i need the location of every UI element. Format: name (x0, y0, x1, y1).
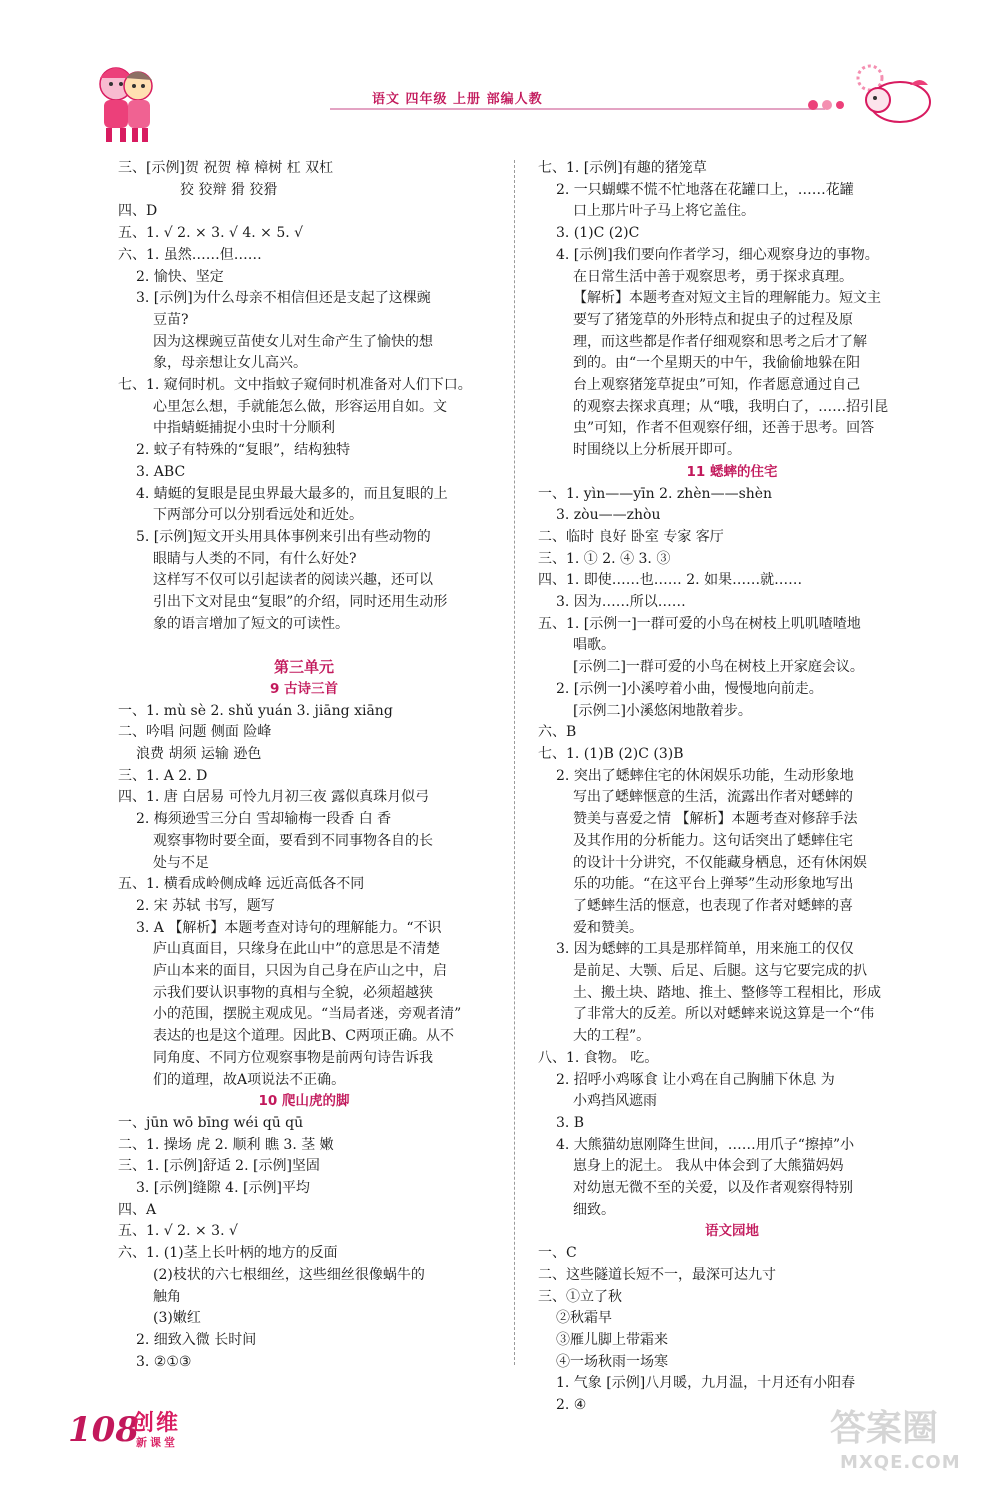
answer-line: 二、这些隧道长短不一，最深可达九寸 (538, 1266, 776, 1283)
answer-line: 3. ②①③ (136, 1353, 192, 1370)
answer-line: 五、1. [示例一]一群可爱的小鸟在树枝上叽叽喳喳地 (538, 615, 861, 632)
answer-line: 中指蜻蜓捕捉小虫时十分顺利 (153, 420, 335, 437)
answer-line: 五、1. √ 2. × 3. √ 4. × 5. √ (118, 225, 304, 242)
answer-column-left (118, 158, 490, 1373)
cartoon-sheep-illustration (848, 60, 938, 130)
answer-line: 触角 (153, 1288, 181, 1305)
answer-line: 四、1. 即使……也…… 2. 如果……就…… (538, 572, 803, 589)
answer-line: 3. 因为……所以…… (556, 594, 686, 611)
answer-line: 2. 愉快、坚定 (136, 268, 224, 285)
answer-line: 土、搬土块、踏地、推土、整修等工程相比，形成 (573, 984, 881, 1001)
answer-line: 四、1. 唐 白居易 可怜九月初三夜 露似真珠月似弓 (118, 789, 430, 806)
column-divider (514, 160, 515, 1365)
answer-line: 六、1. (1)茎上长叶柄的地方的反面 (118, 1245, 338, 1262)
header-title: 语文 四年级 上册 部编人教 (372, 92, 543, 107)
answer-line: 4. 蜻蜓的复眼是昆虫界最大最多的，而且复眼的上 (136, 485, 448, 502)
answer-line: 爱和赞美。 (573, 919, 643, 936)
answer-line: [示例二]一群可爱的小鸟在树枝上开家庭会议。 (573, 659, 864, 676)
answer-line: 三、①立了秋 (538, 1288, 622, 1305)
answer-line: 3. ABC (136, 463, 186, 480)
answer-line: 细致。 (573, 1201, 615, 1218)
answer-line: 了非常大的反差。所以对蟋蟀来说这算是一个“伟 (573, 1006, 875, 1023)
answer-line: 2. ④ (556, 1397, 587, 1414)
answer-line: 因为这棵豌豆苗使女儿对生命产生了愉快的想 (153, 333, 433, 350)
answer-line: 台上观察猪笼草捉虫”可知，作者愿意通过自己 (573, 377, 861, 394)
answer-line: 赞美与喜爱之情 【解析】本题考查对修辞手法 (573, 811, 858, 828)
answer-line: 2. [示例一]小溪哼着小曲，慢慢地向前走。 (556, 680, 823, 697)
brand-logo (132, 1406, 212, 1454)
answer-line: 2. 梅须逊雪三分白 雪却输梅一段香 白 香 (136, 811, 392, 828)
answer-line: 象的语言增加了短文的可读性。 (153, 615, 349, 632)
answer-line: 小的范围，摆脱主观成见。“当局者迷，旁观者清” (153, 1006, 462, 1023)
answer-line: 五、1. √ 2. × 3. √ (118, 1223, 238, 1240)
answer-line: 同角度、不同方位观察事物是前两句诗告诉我 (153, 1049, 433, 1066)
answer-line: 的设计十分讲究，不仅能藏身栖息，还有休闲娱 (573, 854, 867, 871)
answer-column-right (538, 158, 926, 1417)
answer-line: 表达的也是这个道理。因此B、C两项正确。从不 (153, 1028, 454, 1045)
answer-line: 七、1. (1)B (2)C (3)B (538, 745, 684, 762)
answer-line: 3. zòu——zhòu (556, 507, 661, 524)
answer-line: 3. A 【解析】本题考查对诗句的理解能力。“不识 (136, 919, 442, 936)
answer-line: 四、D (118, 203, 158, 220)
answer-line: 及其作用的分析能力。这句话突出了蟋蟀住宅 (573, 832, 853, 849)
answer-line: 六、B (538, 724, 577, 741)
answer-line: 庐山真面目，只缘身在此山中”的意思是不清楚 (153, 941, 441, 958)
answer-line: 3. [示例]为什么母亲不相信但还是支起了这棵豌 (136, 290, 431, 307)
answer-line: ④一场秋雨一场寒 (556, 1353, 668, 1370)
answer-line: 5. [示例]短文开头用具体事例来引出有些动物的 (136, 528, 431, 545)
answer-line: 七、1. [示例]有趣的猪笼草 (538, 160, 707, 176)
brand-subtitle: 新课堂 (136, 1436, 178, 1449)
answer-line: 豆苗? (153, 311, 189, 328)
answer-line: 二、吟唱 问题 侧面 险峰 (118, 724, 272, 741)
answer-line: 2. 蚊子有特殊的“复眼”，结构独特 (136, 442, 351, 459)
answer-line: 七、1. 窥伺时机。文中指蚊子窥伺时机准备对人们下口。 (118, 377, 472, 394)
answer-line: 2. 突出了蟋蟀住宅的休闲娱乐功能，生动形象地 (556, 767, 854, 784)
watermark-text: 答案圈 (830, 1408, 939, 1449)
answer-line: 2. 一只蝴蝶不慌不忙地落在花罐口上，……花罐 (556, 181, 854, 198)
answer-line: 3. B (556, 1114, 585, 1131)
answer-line: 时围绕以上分析展开即可。 (573, 442, 741, 459)
answer-line: 庐山本来的面目，只因为自己身在庐山之中，启 (153, 963, 447, 980)
answer-line: 唱歌。 (573, 637, 615, 654)
answer-line: 象，母亲想让女儿高兴。 (153, 355, 307, 372)
answer-line: 们的道理，故A项说法不正确。 (153, 1071, 346, 1088)
answer-line: 狡 狡辩 猾 狡猾 (180, 181, 278, 198)
answer-line: 【解析】本题考查对短文主旨的理解能力。短文主 (573, 290, 881, 307)
answer-line: 乐的功能。“在这平台上弹琴”生动形象地写出 (573, 876, 854, 893)
answer-line: 三、1. A 2. D (118, 767, 208, 784)
answer-line: 2. 招呼小鸡啄食 让小鸡在自己胸脯下休息 为 (556, 1071, 835, 1088)
answer-line: 三、[示例]贺 祝贺 樟 樟树 杠 双杠 (118, 160, 334, 176)
answer-line: 三、1. ① 2. ④ 3. ③ (538, 550, 671, 567)
answer-line: 眼睛与人类的不同，有什么好处? (153, 550, 357, 567)
watermark-url: MXQE.COM (840, 1452, 961, 1473)
answer-line: 心里怎么想，手就能怎么做，形容运用自如。文 (153, 398, 447, 415)
answer-line: 3. (1)C (2)C (556, 225, 640, 242)
answer-line: 4. [示例]我们要向作者学习，细心观察身边的事物。 (556, 246, 879, 263)
watermark (820, 1400, 990, 1480)
brand-name: 创维 (132, 1411, 181, 1436)
lesson-heading: 9 古诗三首 (269, 680, 339, 697)
answer-line: (3)嫩红 (153, 1310, 201, 1327)
answer-line: 要写了猪笼草的外形特点和捉虫子的过程及原 (573, 311, 853, 328)
answer-line: 了蟋蟀生活的惬意，也表现了作者对蟋蟀的喜 (573, 897, 853, 914)
answer-line: 1. 气象 [示例]八月暖，九月温，十月还有小阳春 (556, 1375, 856, 1392)
answer-line: 理，而这些都是作者仔细观察和思考之后才了解 (573, 333, 867, 350)
flower-dots-decoration (805, 95, 845, 115)
answer-line: 八、1. 食物。 吃。 (538, 1049, 659, 1066)
answer-line: 这样写不仅可以引起读者的阅读兴趣，还可以 (153, 572, 433, 589)
answer-line: 四、A (118, 1201, 157, 1218)
answer-line: 浪费 胡须 运输 逊色 (136, 745, 262, 762)
answer-line: 五、1. 横看成岭侧成峰 远近高低各不同 (118, 876, 365, 893)
answer-line: 示我们要认识事物的真相与全貌，必须超越狭 (153, 984, 433, 1001)
answer-line: 小鸡挡风遮雨 (573, 1093, 657, 1110)
answer-line: [示例二]小溪悠闲地散着步。 (573, 702, 752, 719)
answer-line: 一、jūn wō bīng wéi qū qū (118, 1114, 304, 1131)
lesson-heading: 11 蟋蟀的住宅 (686, 463, 778, 480)
answer-line: 崽身上的泥土。 我从中体会到了大熊猫妈妈 (573, 1158, 844, 1175)
answer-line: 对幼崽无微不至的关爱，以及作者观察得特别 (573, 1180, 853, 1197)
answer-line: 观察事物时要全面，要看到不同事物各自的长 (153, 832, 433, 849)
answer-line: 一、C (538, 1245, 577, 1262)
answer-line: 一、1. yìn——yīn 2. zhèn——shèn (538, 485, 773, 502)
answer-line: 2. 细致入微 长时间 (136, 1331, 257, 1348)
answer-line: 在日常生活中善于观察思考，勇于探求真理。 (573, 268, 853, 285)
lesson-heading: 10 爬山虎的脚 (258, 1093, 350, 1110)
page-header (0, 0, 1000, 150)
answer-line: 下两部分可以分别看远处和近处。 (153, 507, 363, 524)
lesson-heading: 语文园地 (705, 1223, 759, 1240)
answer-line: 虫”可知，作者不但观察仔细，还善于思考。回答 (573, 420, 875, 437)
answer-line: 二、1. 操场 虎 2. 顺利 瞧 3. 茎 嫩 (118, 1136, 334, 1153)
answer-line: 大的工程”。 (573, 1028, 651, 1045)
answer-line: (2)枝状的六七根细丝，这些细丝很像蜗牛的 (153, 1266, 425, 1283)
header-divider-line (330, 108, 825, 110)
answer-line: 4. 大熊猫幼崽刚降生世间，……用爪子“擦掉”小 (556, 1136, 855, 1153)
answer-line: 2. 宋 苏轼 书写，题写 (136, 897, 275, 914)
answer-line: 的观察去探求真理；从“哦，我明白了，……招引昆 (573, 398, 889, 415)
unit-heading: 第三单元 (273, 658, 334, 677)
answer-line: 处与不足 (153, 854, 209, 871)
spacer (118, 635, 490, 657)
answer-line: ②秋霜早 (556, 1310, 612, 1327)
answer-line: 3. 因为蟋蟀的工具是那样简单，用来施工的仅仅 (556, 941, 854, 958)
answer-line: 二、临时 良好 卧室 专家 客厅 (538, 528, 724, 545)
answer-line: ③雁儿脚上带霜来 (556, 1331, 668, 1348)
cartoon-kids-illustration (92, 56, 162, 146)
answer-line: 引出下文对昆虫“复眼”的介绍，同时还用生动形 (153, 594, 448, 611)
answer-line: 3. [示例]缝隙 4. [示例]平均 (136, 1180, 310, 1197)
answer-line: 一、1. mù sè 2. shǔ yuán 3. jiāng xiāng (118, 702, 393, 719)
answer-line: 是前足、大颚、后足、后腿。这与它要完成的扒 (573, 963, 867, 980)
answer-line: 六、1. 虽然……但…… (118, 246, 262, 263)
page-number: 108 (68, 1410, 139, 1450)
answer-line: 三、1. [示例]舒适 2. [示例]坚固 (118, 1158, 320, 1175)
answer-line: 到的。由“一个星期天的中午，我偷偷地躲在阳 (573, 355, 861, 372)
answer-line: 写出了蟋蟀惬意的生活，流露出作者对蟋蟀的 (573, 789, 853, 806)
answer-line: 口上那片叶子马上将它盖住。 (573, 203, 755, 220)
